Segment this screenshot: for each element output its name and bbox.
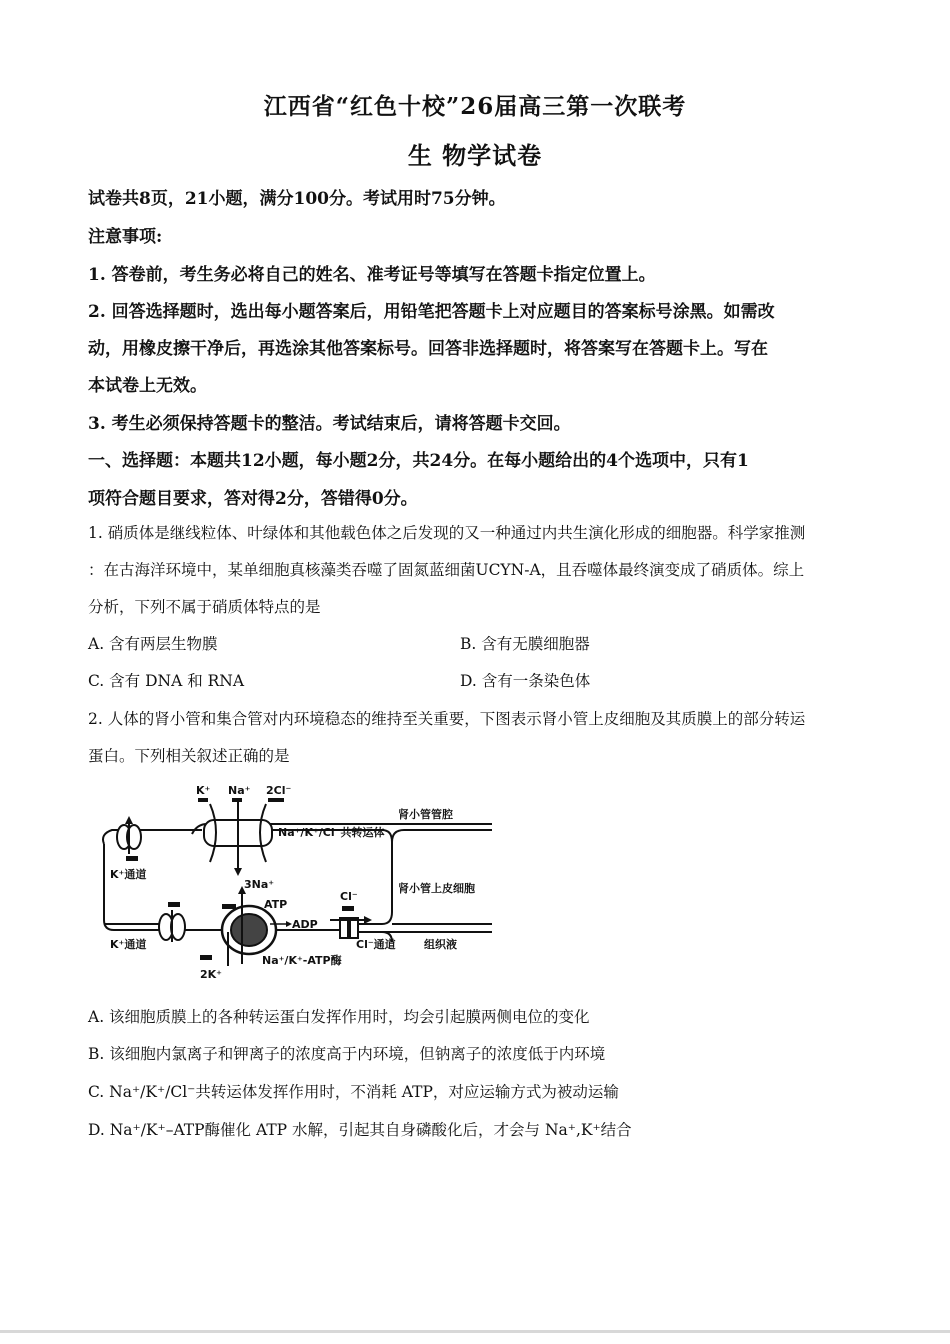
label-cl-channel: Cl⁻通道 xyxy=(356,938,396,951)
label-epithelial-cell: 肾小管上皮细胞 xyxy=(398,882,475,895)
label-lumen: 肾小管管腔 xyxy=(398,808,453,821)
k-marker xyxy=(198,798,208,802)
notice-heading: 注意事项: xyxy=(88,227,163,247)
label-2cl: 2Cl⁻ xyxy=(266,784,292,797)
q1-option-b: B. 含有无膜细胞器 xyxy=(460,635,590,653)
lumen-boundary-inner xyxy=(392,830,492,842)
q2-line2: 蛋白。下列相关叙述正确的是 xyxy=(88,747,290,765)
label-atp: ATP xyxy=(264,898,288,911)
q2-option-a: A. 该细胞质膜上的各种转运蛋白发挥作用时，均会引起膜两侧电位的变化 xyxy=(88,1008,590,1026)
q1-option-c: C. 含有 DNA 和 RNA xyxy=(88,672,245,690)
k-channel-bottom-label: K⁺通道 xyxy=(110,938,147,951)
label-tissue-fluid: 组织液 xyxy=(424,938,457,951)
label-3na: 3Na⁺ xyxy=(244,878,275,891)
section-heading-b: 项符合题目要求，答对得2分，答错得0分。 xyxy=(88,489,418,509)
k-channel-top-label: K⁺通道 xyxy=(110,868,147,881)
pump-inner xyxy=(231,914,267,946)
k-channel-top-gate xyxy=(126,856,138,861)
q1-line3: 分析，下列不属于硝质体特点的是 xyxy=(88,598,321,616)
label-adp: ADP xyxy=(292,918,318,931)
q2-option-c: C. Na⁺/K⁺/Cl⁻共转运体发挥作用时，不消耗 ATP，对应运输方式为被动运输 xyxy=(88,1083,619,1101)
q1-option-a: A. 含有两层生物膜 xyxy=(88,635,218,653)
q1-option-d: D. 含有一条染色体 xyxy=(460,672,591,690)
q2-option-b: B. 该细胞内氯离子和钾离子的浓度高于内环境，但钠离子的浓度低于内环境 xyxy=(88,1045,606,1063)
pump-k-marker xyxy=(200,955,212,960)
q1-line2: ：在古海洋环境中，某单细胞真核藻类吞噬了固氮蓝细菌UCYN-A，且吞噬体最终演变成了硝质体。综上 xyxy=(88,561,805,579)
label-2k: 2K⁺ xyxy=(200,968,222,981)
notice-3: 3. 考生必须保持答题卡的整洁。考试结束后，请将答题卡交回。 xyxy=(88,414,571,434)
section-heading-a: 一、选择题：本题共12小题，每小题2分，共24分。在每小题给出的4个选项中，只有1 xyxy=(88,451,749,471)
q2-option-d: D. Na⁺/K⁺–ATP酶催化 ATP 水解，引起其自身磷酸化后，才会与 Na⁺,K⁺结合 xyxy=(88,1121,632,1139)
k-channel-bottom-right-half xyxy=(171,914,185,940)
label-cotransporter: Na⁺/K⁺/Cl⁻共转运体 xyxy=(278,826,385,839)
q2-line1: 2. 人体的肾小管和集合管对内环境稳态的维持至关重要，下图表示肾小管上皮细胞及其质膜上的部分转运 xyxy=(88,710,806,728)
kidney-cell-diagram xyxy=(92,782,512,987)
label-na: Na⁺ xyxy=(228,784,251,797)
label-cl: Cl⁻ xyxy=(340,890,358,903)
pump-na-marker xyxy=(222,904,236,909)
label-pump: Na⁺/K⁺-ATP酶 xyxy=(262,954,342,967)
exam-subject: 生 物学试卷 xyxy=(407,141,543,170)
cl-marker-bottom xyxy=(342,906,354,911)
na-marker xyxy=(232,798,242,802)
cl-marker xyxy=(268,798,284,802)
cell-right-membrane xyxy=(272,830,392,924)
notice-2c: 本试卷上无效。 xyxy=(88,376,207,396)
notice-2a: 2. 回答选择题时，选出每小题答案后，用铅笔把答题卡上对应题目的答案标号涂黑。如需改 xyxy=(88,302,775,322)
k-channel-top-arrowhead xyxy=(125,816,133,824)
cl-channel-arrowhead xyxy=(364,916,372,924)
cotransporter-na-arrowhead xyxy=(234,868,242,876)
k-channel-bottom-gate xyxy=(168,902,180,907)
page-bottom-edge xyxy=(0,1330,950,1333)
label-k: K⁺ xyxy=(196,784,211,797)
exam-info: 试卷共8页，21小题，满分100分。考试用时75分钟。 xyxy=(88,189,506,209)
notice-2b: 动，用橡皮擦干净后，再选涂其他答案标号。回答非选择题时，将答案写在答题卡上。写在 xyxy=(88,339,768,359)
notice-1: 1. 答卷前，考生务必将自己的姓名、准考证号等填写在答题卡指定位置上。 xyxy=(88,265,656,285)
q1-line1: 1. 硝质体是继线粒体、叶绿体和其他载色体之后发现的又一种通过内共生演化形成的细胞器。科学家推测 xyxy=(88,524,806,542)
exam-title: 江西省“红色十校”26届高三第一次联考 xyxy=(263,93,687,120)
